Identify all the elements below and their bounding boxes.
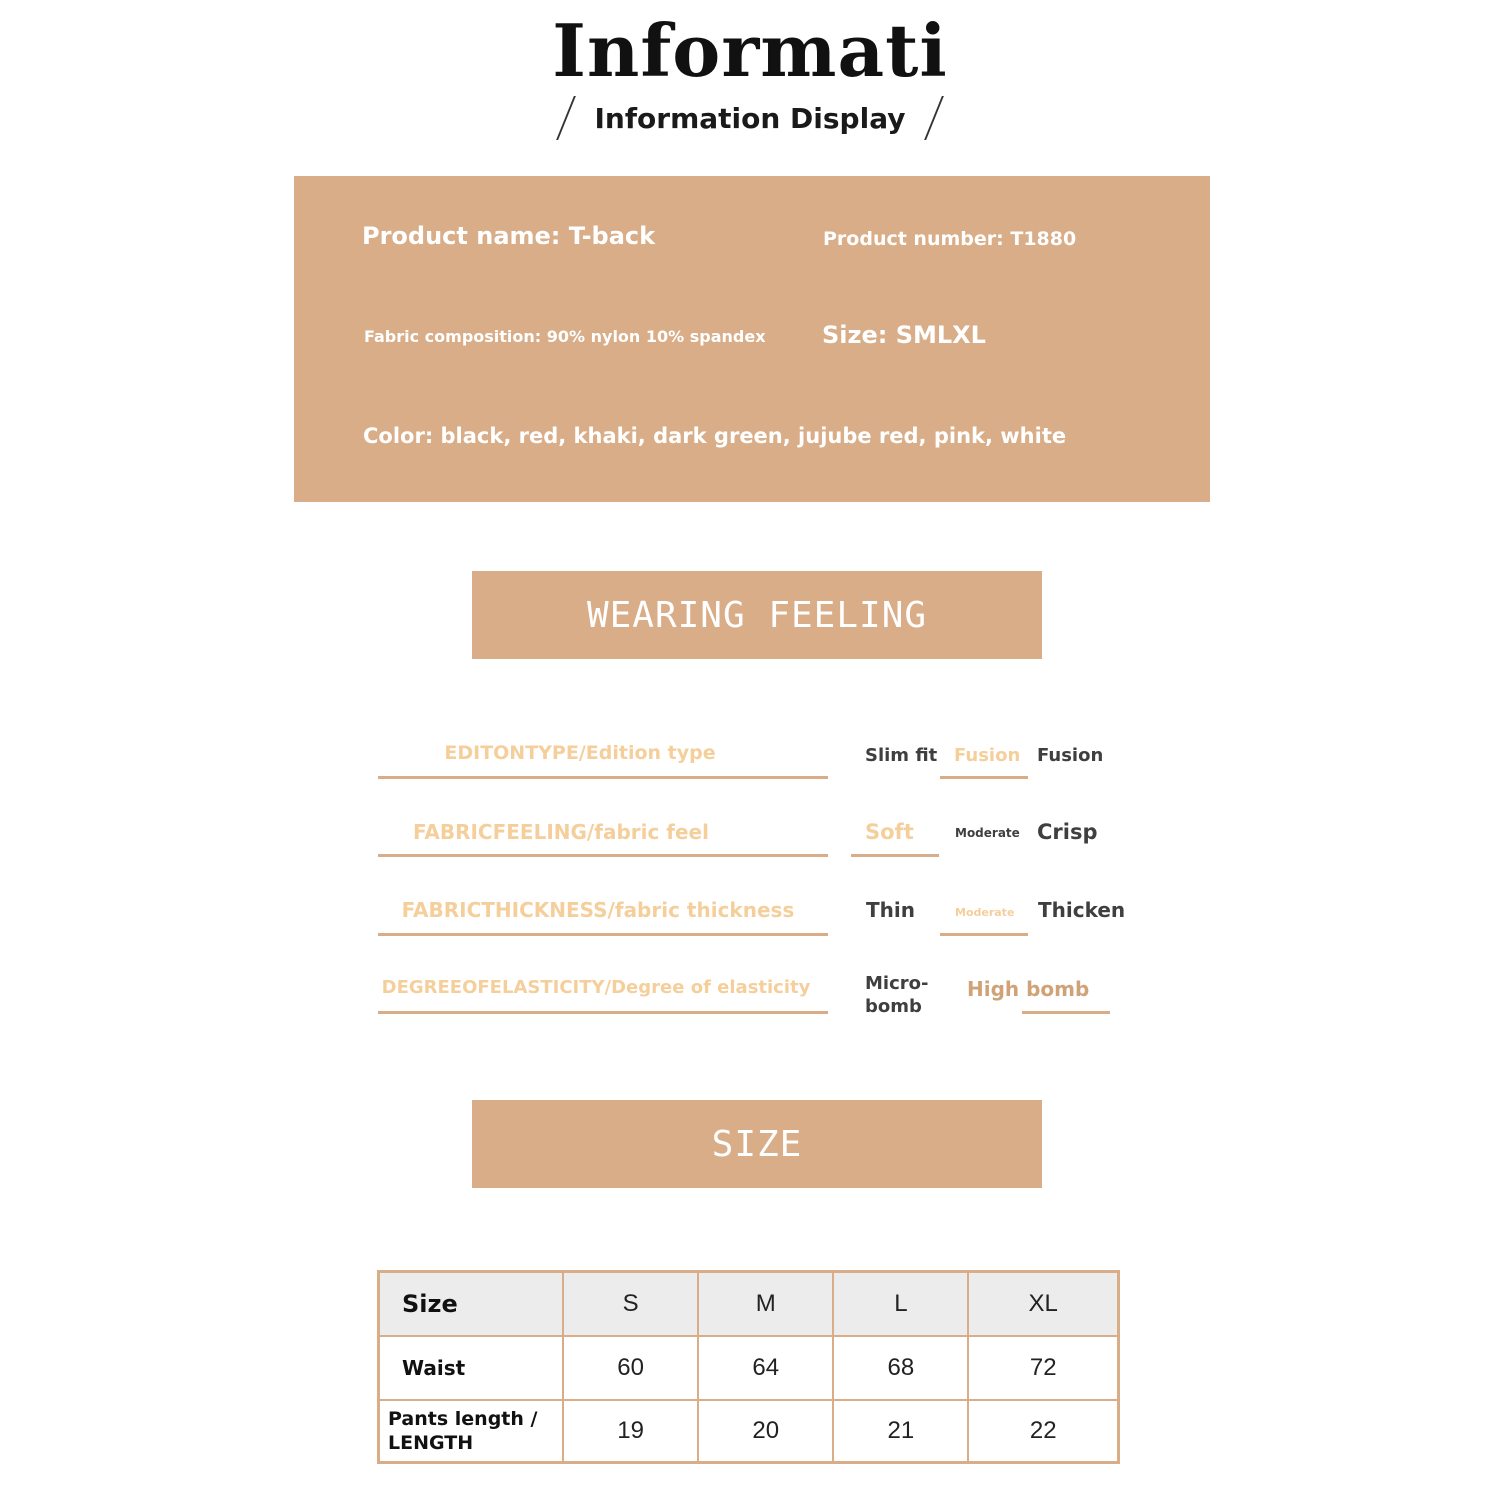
subtitle: Information Display [594, 101, 906, 135]
fabric-feel-underline [378, 854, 828, 857]
table-cell: 20 [698, 1400, 833, 1463]
option-thicken: Thicken [1038, 898, 1126, 922]
size-banner [472, 1100, 1042, 1188]
slash-divider-left [556, 96, 576, 140]
table-cell: 21 [833, 1400, 968, 1463]
product-info-box [294, 176, 1210, 502]
option-moderate-selected: Moderate [955, 906, 1015, 919]
option-micro-bomb: Micro-bomb [865, 973, 929, 1017]
table-cell: 60 [563, 1336, 698, 1400]
table-row [379, 1336, 1119, 1400]
fabric-composition: Fabric composition: 90% nylon 10% spandex [364, 327, 766, 346]
fabric-thickness-underline [378, 933, 828, 936]
wearing-feeling-title: WEARING FEELING [586, 594, 928, 636]
row-label-waist: Waist [379, 1336, 564, 1400]
elasticity-label: DEGREEOFELASTICITY/Degree of elasticity [381, 977, 811, 998]
size-info: Size: SMLXL [822, 321, 986, 349]
option-selected-underline [940, 776, 1028, 779]
table-header-cell: S [563, 1272, 698, 1337]
option-high-bomb-selected: High bomb [967, 977, 1090, 1001]
table-header-cell: Size [379, 1272, 564, 1337]
product-number: Product number: T1880 [823, 228, 1077, 250]
table-cell: 72 [968, 1336, 1118, 1400]
product-name: Product name: T-back [362, 222, 656, 250]
color-info: Color: black, red, khaki, dark green, jujube red, pink, white [363, 424, 1067, 448]
edition-type-underline [378, 776, 828, 779]
option-moderate: Moderate [955, 826, 1020, 840]
edition-type-label: EDITONTYPE/Edition type [444, 742, 716, 764]
row-label-pants-length: Pants length / LENGTH [379, 1400, 564, 1463]
fabric-thickness-label: FABRICTHICKNESS/fabric thickness [401, 898, 795, 922]
size-table [377, 1270, 1120, 1464]
table-header-cell: L [833, 1272, 968, 1337]
option-crisp: Crisp [1037, 820, 1098, 844]
table-cell: 68 [833, 1336, 968, 1400]
table-cell: 64 [698, 1336, 833, 1400]
fabric-feel-label: FABRICFEELING/fabric feel [413, 820, 709, 844]
option-soft-selected: Soft [865, 820, 914, 844]
option-thin: Thin [866, 898, 915, 922]
elasticity-underline [378, 1011, 828, 1014]
subtitle-row [0, 96, 1500, 140]
option-slim-fit: Slim fit [865, 745, 938, 766]
slash-divider-right [925, 96, 945, 140]
table-header-cell: M [698, 1272, 833, 1337]
table-cell: 22 [968, 1400, 1118, 1463]
page-title: Informati [552, 8, 948, 93]
wearing-feeling-banner [472, 571, 1042, 659]
table-header-cell: XL [968, 1272, 1118, 1337]
table-header-row [379, 1272, 1119, 1337]
option-fusion-selected: Fusion [954, 745, 1021, 766]
table-cell: 19 [563, 1400, 698, 1463]
size-title: SIZE [711, 1123, 803, 1165]
option-selected-underline [1022, 1011, 1110, 1014]
option-selected-underline [940, 933, 1028, 936]
option-fusion: Fusion [1037, 745, 1104, 766]
table-row [379, 1400, 1119, 1463]
option-selected-underline [851, 854, 939, 857]
